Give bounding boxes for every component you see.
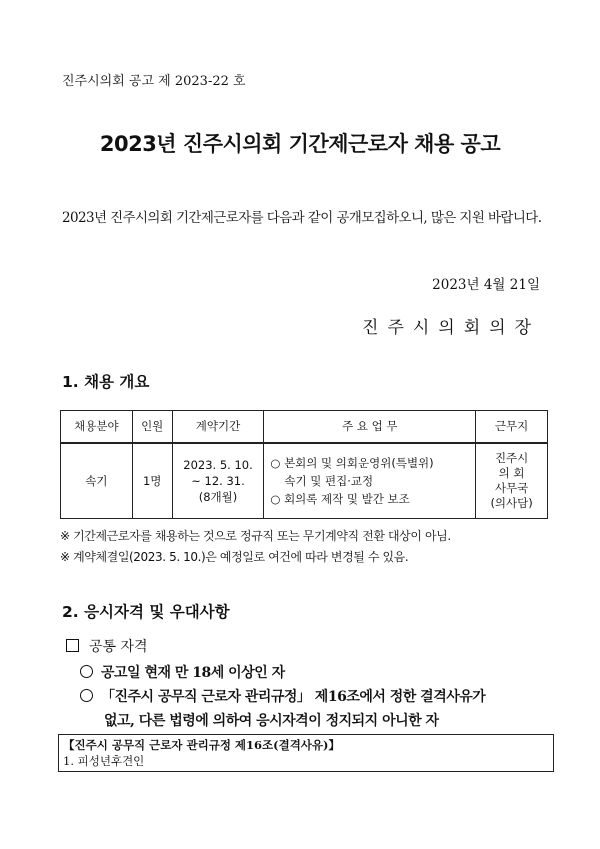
condition-disqualification-text: 「진주시 공무직 근로자 관리규정」 제16조에서 정한 결격사유가 — [101, 689, 486, 705]
location-line-3: 사무국 — [494, 480, 529, 495]
table-notes — [60, 526, 451, 568]
location-line-2: 의 회 — [498, 465, 525, 480]
header-period: 계약기간 — [172, 411, 264, 443]
condition-disqualification — [80, 686, 485, 706]
recruitment-table — [60, 410, 548, 519]
note-2: ※ 계약체결일(2023. 5. 10.)은 예정일로 여건에 따라 변경될 수 있음. — [60, 550, 409, 564]
notice-number: 진주시의회 공고 제 2023-22 호 — [62, 74, 246, 89]
condition-disqualification-cont: 없고, 다른 법령에 의하여 응시자격이 정지되지 아니한 자 — [104, 713, 439, 729]
location-line-1: 진주시 — [494, 450, 529, 465]
header-field: 채용분야 — [61, 411, 133, 443]
circle-bullet-icon — [80, 689, 93, 702]
page-title: 2023년 진주시의회 기간제근로자 채용 공고 — [99, 132, 501, 156]
header-count: 인원 — [132, 411, 172, 443]
section-heading-qualifications: 2. 응시자격 및 우대사항 — [62, 603, 230, 621]
note-1: ※ 기간제근로자를 채용하는 것으로 정규직 또는 무기계약직 전환 대상이 아님. — [60, 529, 451, 543]
common-qualification-heading — [66, 636, 148, 656]
section-heading-overview: 1. 채용 개요 — [62, 373, 150, 391]
signer: 진주시의회의장 — [362, 318, 540, 338]
announcement-date: 2023년 4월 21일 — [432, 277, 540, 293]
duty-line-2: 속기 및 편집·교정 — [284, 473, 374, 488]
rule-excerpt-box — [58, 734, 554, 772]
circle-bullet-icon — [80, 665, 93, 678]
rule-excerpt-item: 1. 피성년후견인 — [63, 754, 145, 768]
cell-count: 1명 — [132, 443, 172, 519]
cell-duties — [264, 443, 476, 519]
rule-excerpt-title: 【진주시 공무직 근로자 관리규정 제16조(결격사유)】 — [63, 738, 340, 752]
duty-line-1: ○ 본회의 및 의회운영위(특별위) — [270, 455, 434, 470]
location-line-4: (의사담) — [490, 495, 533, 510]
cell-location — [476, 443, 548, 519]
square-bullet-icon — [66, 639, 79, 652]
period-end: ~ 12. 31. — [191, 473, 245, 488]
condition-age-text: 공고일 현재 만 18세 이상인 자 — [101, 665, 285, 681]
condition-age — [80, 662, 285, 682]
cell-field: 속기 — [61, 443, 133, 519]
common-qualification-label: 공통 자격 — [89, 639, 148, 655]
header-duties: 주 요 업 무 — [264, 411, 476, 443]
cell-period — [172, 443, 264, 519]
table-header-row — [61, 411, 548, 443]
duty-line-3: ○ 회의록 제작 및 발간 보조 — [270, 491, 410, 506]
period-length: (8개월) — [198, 489, 238, 504]
header-location: 근무지 — [476, 411, 548, 443]
table-row — [61, 443, 548, 519]
period-start: 2023. 5. 10. — [183, 457, 253, 472]
intro-paragraph: 2023년 진주시의회 기간제근로자를 다음과 같이 공개모집하오니, 많은 지원 바랍니다. — [62, 210, 542, 226]
